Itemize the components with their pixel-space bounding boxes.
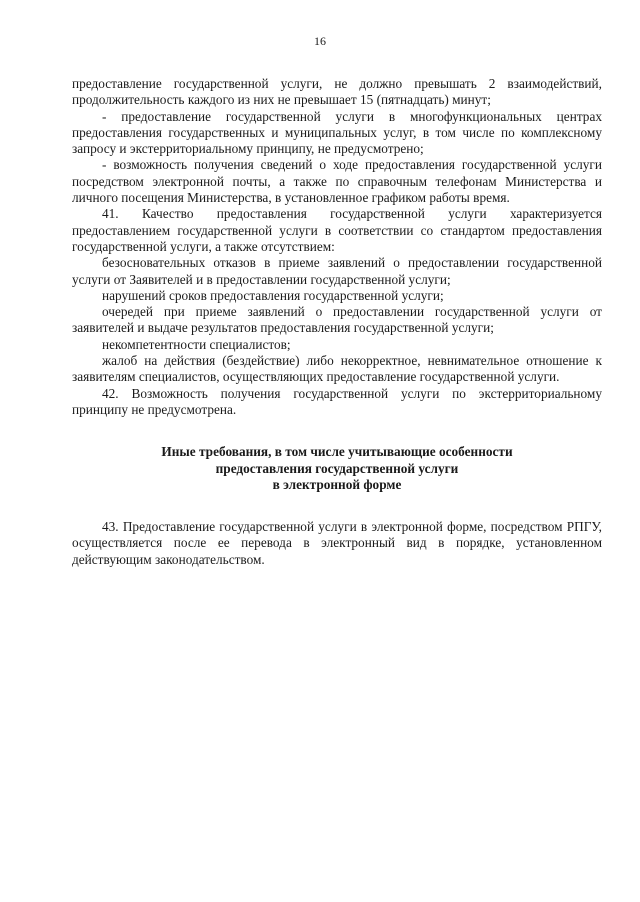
section-heading-line: предоставления государственной услуги [215,460,459,476]
document-body [72,76,602,568]
paragraph: некомпетентности специалистов; [102,336,291,352]
paragraph: очередей при приеме заявлений о предоставлении государственной услуги от заявителей и выдаче результатов предоставления государственной услуги; [72,304,602,336]
paragraph: предоставление государственной услуги, не должно превышать 2 взаимодействий, продолжительность каждого из них не превышает 15 (пятнадцать) минут; [72,76,602,108]
section-heading-line: Иные требования, в том числе учитывающие особенности [161,444,513,460]
paragraph: - предоставление государственной услуги в многофункциональных центрах предоставления государственных и муниципальных услуг, в том числе по комплексному запросу и экстерриториальному принципу, не предусмотрено; [72,108,602,157]
section-heading-line: в электронной форме [272,476,402,492]
paragraph-41: 41. Качество предоставления государственной услуги характеризуется предоставлением государственной услуги в соответствии со стандартом предоставления государственной услуги, а также отсутствием: [72,206,602,254]
section-heading [72,444,602,493]
paragraph: - возможность получения сведений о ходе предоставления государственной услуги посредством электронной почты, а также по справочным телефонам Министерства и личного посещения Министерства, в установленное графиком работы время. [72,157,602,206]
paragraph: жалоб на действия (бездействие) либо некорректное, невнимательное отношение к заявителям специалистов, осуществляющих предоставление государственной услуги. [72,353,602,385]
page-number: 16 [314,34,326,48]
paragraph: безосновательных отказов в приеме заявлений о предоставлении государственной услуги от Заявителей и в предоставлении государственной услуги; [72,255,602,287]
paragraph: нарушений сроков предоставления государственной услуги; [102,287,444,303]
paragraph-43: 43. Предоставление государственной услуги в электронной форме, посредством РПГУ, осуществляется после ее перевода в электронный вид в порядке, установленном действующим законодательством. [72,519,602,567]
paragraph-42: 42. Возможность получения государственной услуги по экстерриториальному принципу не предусмотрена. [72,385,602,417]
